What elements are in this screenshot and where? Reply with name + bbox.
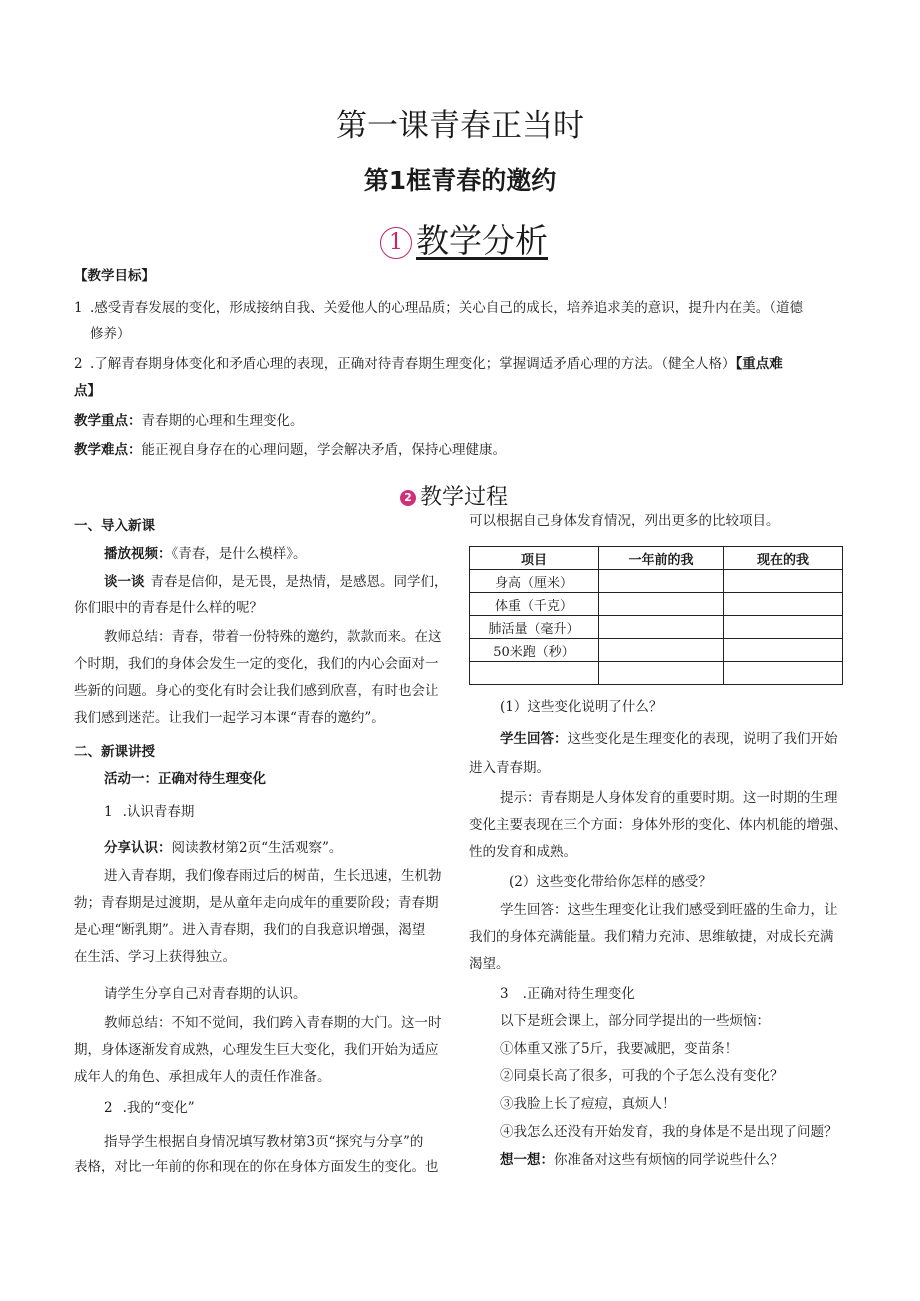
table-row [470,662,843,685]
table-cell-now[interactable] [724,639,843,662]
guide-line2: 表格，对比一年前的你和现在的你在身体方面发生的变化。也 [74,1159,439,1175]
question-2: (2）这些变化带给你怎样的感受？ [509,874,712,890]
subpoint-1-text: .认识青春期 [122,804,195,820]
table-cell-before[interactable] [599,662,724,685]
ask-share: 请学生分享自己对青春期的认识。 [104,986,307,1002]
table-header-row [470,547,843,570]
table-header-cell: 现在的我 [724,547,843,570]
subpoint-1 [104,802,194,822]
summary1-line1: 教师总结：青春，带着一份特殊的邀约，款款而来。在这 [104,629,442,645]
goal-2-tag: 【重点难 [735,356,783,372]
worry-3: ③我脸上长了痘痘，真烦人！ [500,1096,676,1112]
tip-line1: 提示：青春期是人身体发育的重要时期。这一时期的生理 [500,790,838,806]
part2-heading [400,480,508,511]
teaching-difficulty [74,440,506,460]
table-header-cell: 一年前的我 [599,547,724,570]
goal-2-line1 [90,354,783,374]
guide-line1: 指导学生根据自身情况填写教材第3页“探究与分享”的 [104,1134,424,1150]
section-title: 第1框青春的邀约 [363,166,557,195]
think-label: 想一想： [500,1152,554,1168]
table-cell-item: 肺活量（毫升） [470,616,599,639]
share-line [104,838,342,858]
section-1-heading: 一、导入新课 [74,518,155,534]
goal-2-tag-end: 点】 [74,383,101,399]
table-cell-now[interactable] [724,662,843,685]
continuation-line: 可以根据自己身体发育情况，列出更多的比较项目。 [469,513,780,529]
goals-heading: 【教学目标】 [74,268,155,284]
table-cell-item: 体重（千克） [470,593,599,616]
goal-1-line1: .感受青春发展的变化，形成接纳自我、关爱他人的心理品质；关心自己的成长，培养追求美的意识，提升内在美。（道德 [90,300,804,316]
part1-heading [380,215,548,262]
key-label: 教学重点： [74,413,142,429]
summary2-line1: 教师总结：不知不觉间，我们跨入青春期的大门。这一时 [104,1015,442,1031]
subpoint-2-number: 2 [104,1100,113,1116]
subpoint-3 [500,984,635,1004]
teaching-key-point [74,411,304,431]
subpoint-2-text: .我的“变化” [122,1100,195,1116]
video-label: 播放视频： [104,546,172,562]
activity-1-heading: 活动一：正确对待生理变化 [104,771,266,787]
answer2-line2: 我们的身体充满能量。我们精力充沛、思维敏捷，对成长充满 [469,929,834,945]
key-text: 青春期的心理和生理变化。 [141,413,304,429]
tip-line2: 变化主要表现在三个方面：身体外形的变化、体内机能的增强、 [469,817,847,833]
enter-line4: 在生活、学习上获得独立。 [74,949,236,965]
think-line [500,1150,784,1170]
question-1: (1）这些变化说明了什么？ [500,699,663,715]
subpoint-3-number: 3 [500,986,509,1002]
table-cell-item: 身高（厘米） [470,570,599,593]
subpoint-3-text: .正确对待生理变化 [522,986,635,1002]
comparison-table [469,546,843,685]
video-line [104,544,307,564]
table-cell-before[interactable] [599,570,724,593]
think-text: 你准备对这些有烦恼的同学说些什么？ [554,1152,784,1168]
share-text: 阅读教材第2页“生活观察”。 [171,840,343,856]
answer1-text: 这些变化是生理变化的表现，说明了我们开始 [567,731,838,747]
talk-text: 青春是信仰，是无畏，是热情，是感恩。同学们， [150,574,448,590]
circled-number-icon: 2 [400,490,416,506]
difficulty-label: 教学难点： [74,442,142,458]
part1-title: 教学分析 [416,221,548,260]
worry-4: ④我怎么还没有开始发育，我的身体是不是出现了问题？ [500,1124,838,1140]
enter-line2: 勃；青春期是过渡期，是从童年走向成年的重要阶段；青春期 [74,895,439,911]
table-cell-item: 50米跑（秒） [470,639,599,662]
table-row [470,593,843,616]
difficulty-text: 能正视自身存在的心理问题，学会解决矛盾，保持心理健康。 [141,442,506,458]
summary1-line2: 个时期，我们的身体会发生一定的变化，我们的内心会面对一 [74,656,439,672]
summary1-line3: 些新的问题。身心的变化有时会让我们感到欣喜，有时也会让 [74,683,439,699]
worries-intro: 以下是班会课上，部分同学提出的一些烦恼： [500,1013,770,1029]
answer2-line3: 渴望。 [469,956,510,972]
table-header-cell: 项目 [470,547,599,570]
subpoint-1-number: 1 [104,804,113,820]
summary2-line2: 期，身体逐渐发育成熟，心理发生巨大变化，我们开始为适应 [74,1042,439,1058]
talk-line-1 [104,572,448,592]
circled-number-icon: 1 [380,227,412,259]
lesson-title: 第一课青春正当时 [336,108,584,144]
talk-line-2: 你们眼中的青春是什么样的呢？ [74,600,263,616]
table-row [470,639,843,662]
answer-label: 学生回答： [500,731,568,747]
answer1-line1 [500,729,838,749]
summary2-line3: 成年人的角色、承担成年人的责任作准备。 [74,1069,331,1085]
answer2-line1: 学生回答：这些生理变化让我们感受到旺盛的生命力，让 [500,902,838,918]
worry-2: ②同桌长高了很多，可我的个子怎么没有变化？ [500,1068,784,1084]
table-cell-now[interactable] [724,616,843,639]
table-cell-before[interactable] [599,593,724,616]
talk-label: 谈一谈 [104,574,145,590]
section-2-heading: 二、新课讲授 [74,744,155,760]
goal-2-number: 2 [74,356,83,372]
video-text: 《青春，是什么模样》。 [171,546,307,562]
tip-line3: 性的发育和成熟。 [469,844,577,860]
goal-1-line2: 修养） [90,326,131,342]
subpoint-2 [104,1098,195,1118]
table-cell-before[interactable] [599,616,724,639]
worry-1: ①体重又涨了5斤，我要减肥，变苗条！ [500,1041,739,1057]
table-cell-now[interactable] [724,570,843,593]
summary1-line4: 我们感到迷茫。让我们一起学习本课“青春的邀约”。 [74,710,385,726]
table-row [470,570,843,593]
enter-line3: 是心理“断乳期”。进入青春期，我们的自我意识增强，渴望 [74,922,426,938]
enter-line1: 进入青春期，我们像春雨过后的树苗，生长迅速，生机勃 [104,868,442,884]
table-row [470,616,843,639]
share-label: 分享认识： [104,840,172,856]
answer1-line2: 进入青春期。 [469,760,550,776]
goal-2-text: .了解青春期身体变化和矛盾心理的表现，正确对待青春期生理变化；掌握调适矛盾心理的方法。（健全人格） [90,356,736,372]
table-cell-item [470,662,599,685]
part2-title: 教学过程 [420,485,509,510]
goal-1-number: 1 [74,300,83,316]
table-cell-now[interactable] [724,593,843,616]
table-cell-before[interactable] [599,639,724,662]
